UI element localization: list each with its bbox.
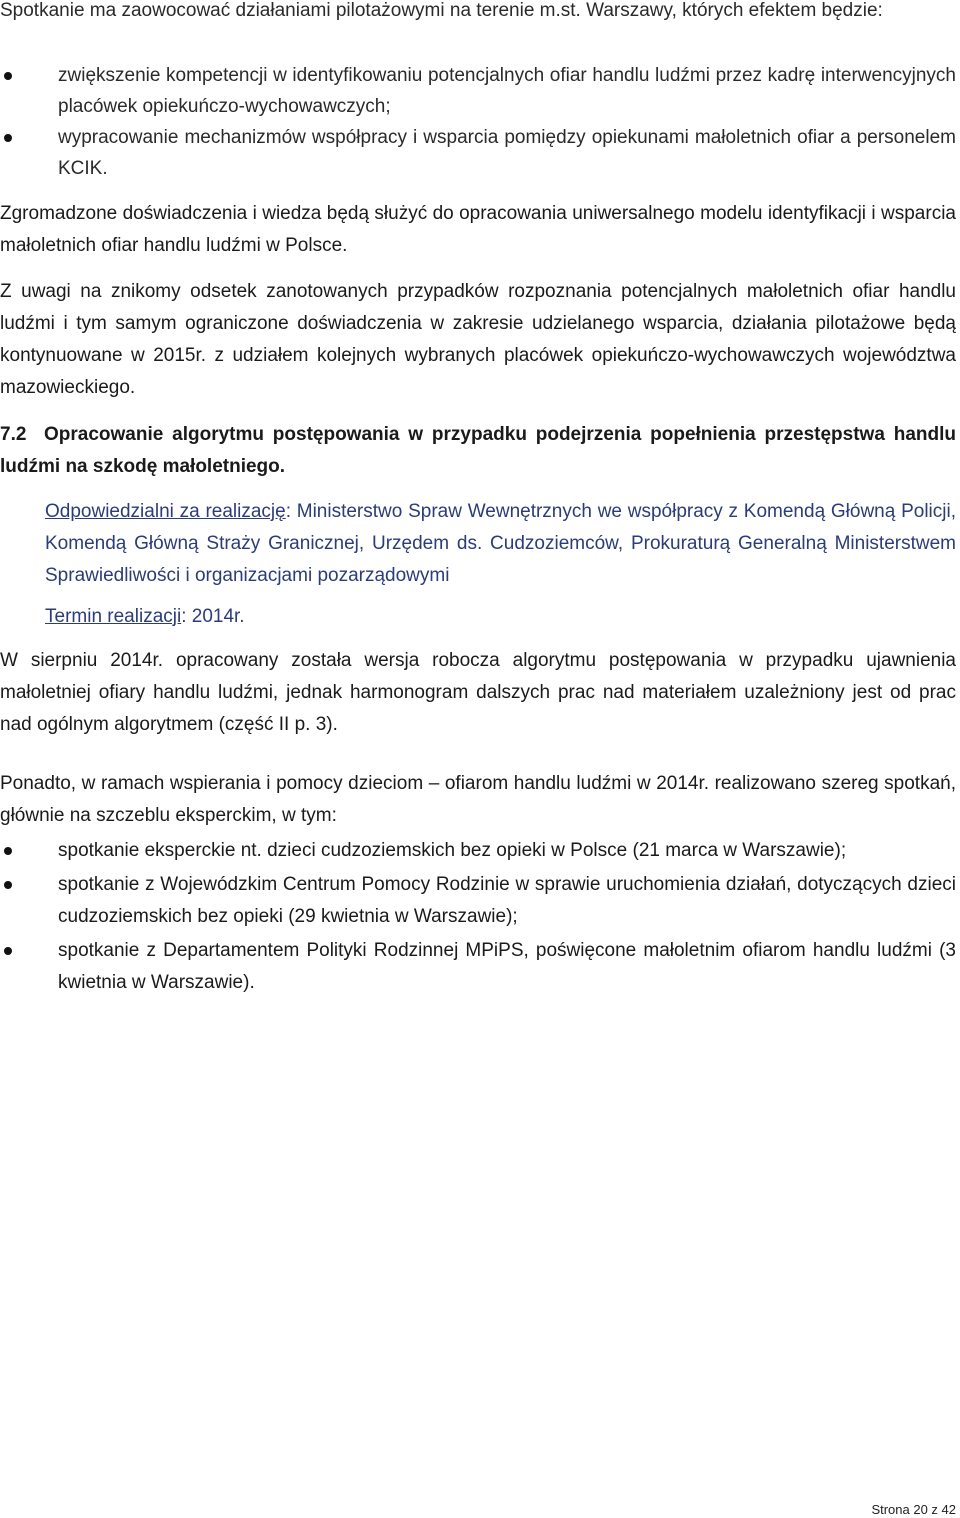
section-heading: [0, 419, 956, 483]
august-paragraph: W sierpniu 2014r. opracowany została wersja robocza algorytmu postępowania w przypadku ujawnienia małoletniej ofiary handlu ludźmi, jednak harmonogram dalszych prac nad materiałem uzależniony jest od prac nad ogólnym algorytmem (część II p. 3).: [0, 650, 956, 735]
list-item: zwiększenie kompetencji w identyfikowaniu potencjalnych ofiar handlu ludźmi przez kadrę interwencyjnych placówek opiekuńczo-wychowawczych;: [0, 60, 956, 122]
responsible-label: Odpowiedzialni za realizację: [45, 501, 286, 522]
outcomes-list: [0, 60, 956, 184]
page-number: Strona 20 z 42: [871, 1502, 956, 1517]
pilot-paragraph: Z uwagi na znikomy odsetek zanotowanych przypadków rozpoznania potencjalnych małoletnich ofiar handlu ludźmi i tym samym ograniczone doświadczenia w zakresie udzielanego wsparcia, działania pilotażowe będą kontynuowane w 2015r. z udziałem kolejnych wybranych placówek opiekuńczo-wychowawczych województwa mazowieckiego.: [0, 281, 956, 398]
section-title: Opracowanie algorytmu postępowania w przypadku podejrzenia popełnienia przestępstwa handlu ludźmi na szkodę małoletniego.: [0, 424, 956, 477]
list-item: spotkanie eksperckie nt. dzieci cudzoziemskich bez opieki w Polsce (21 marca w Warszawie);: [0, 835, 956, 867]
meetings-paragraph: Ponadto, w ramach wspierania i pomocy dzieciom – ofiarom handlu ludźmi w 2014r. realizowano szereg spotkań, głównie na szczeblu eksperckim, w tym:: [0, 773, 956, 826]
deadline-text: : 2014r.: [181, 606, 245, 627]
deadline-label: Termin realizacji: [45, 606, 182, 627]
responsible-text: : Ministerstwo Spraw Wewnętrznych we współpracy z Komendą Główną Policji, Komendą Główną Straży Granicznej, Urzędem ds. Cudzoziemców, Prokuraturą Generalną Ministerstwem Sprawiedliwości i organizacjami pozarządowymi: [45, 501, 956, 586]
responsible-block: [45, 496, 956, 592]
intro-paragraph: Spotkanie ma zaowocować działaniami pilotażowymi na terenie m.st. Warszawy, których efektem będzie:: [0, 0, 883, 21]
meetings-list: [0, 835, 956, 999]
list-item: wypracowanie mechanizmów współpracy i wsparcia pomiędzy opiekunami małoletnich ofiar a personelem KCIK.: [0, 122, 956, 184]
list-item: spotkanie z Wojewódzkim Centrum Pomocy Rodzinie w sprawie uruchomienia działań, dotyczących dzieci cudzoziemskich bez opieki (29 kwietnia w Warszawie);: [0, 869, 956, 933]
list-item: spotkanie z Departamentem Polityki Rodzinnej MPiPS, poświęcone małoletnim ofiarom handlu ludźmi (3 kwietnia w Warszawie).: [0, 935, 956, 999]
section-number: 7.2: [0, 424, 27, 445]
experience-paragraph: Zgromadzone doświadczenia i wiedza będą służyć do opracowania uniwersalnego modelu identyfikacji i wsparcia małoletnich ofiar handlu ludźmi w Polsce.: [0, 203, 956, 256]
deadline-block: [45, 601, 956, 633]
